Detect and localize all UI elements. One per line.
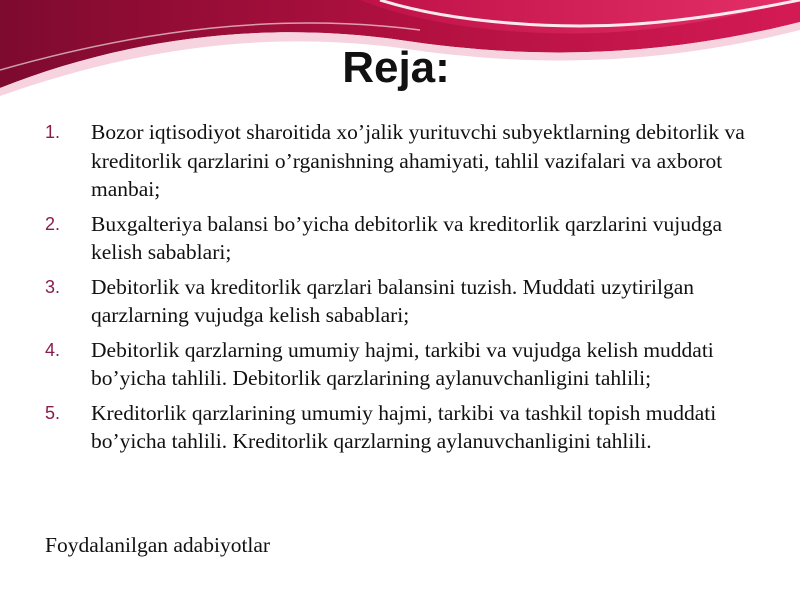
list-item-text: Kreditorlik qarzlarining umumiy hajmi, tarkibi va tashkil topish muddati bo’yicha tahlili. Kreditorlik qarzlarning aylanuvchanligini tahlili. [91, 400, 717, 453]
agenda-list [45, 118, 765, 462]
list-item-text: Buxgalteriya balansi bo’yicha debitorlik va kreditorlik qarzlarini vujudga kelish sabablari; [91, 211, 723, 264]
slide-title: Reja: [342, 43, 450, 92]
list-item-number: 3. [45, 276, 61, 297]
list-item-number: 2. [45, 213, 61, 234]
list-item-number: 4. [45, 339, 61, 360]
list-item [45, 336, 765, 393]
list-item-number: 5. [45, 402, 61, 423]
list-item [45, 118, 765, 204]
list-item-text: Bozor iqtisodiyot sharoitida xo’jalik yurituvchi subyektlarning debitorlik va kreditorlik qarzlarini o’rganishning ahamiyati, tahlil vazifalari va axborot manbai; [91, 120, 745, 201]
list-item-text: Debitorlik qarzlarning umumiy hajmi, tarkibi va vujudga kelish muddati bo’yicha tahlili. Debitorlik qarzlarining aylanuvchanligini tahlili; [91, 337, 714, 390]
list-item [45, 399, 765, 456]
list-item-text: Debitorlik va kreditorlik qarzlari balansini tuzish. Muddati uzytirilgan qarzlarning vujudga kelish sabablari; [91, 274, 695, 327]
references-label: Foydalanilgan adabiyotlar [45, 533, 271, 557]
list-item [45, 273, 765, 330]
list-item-number: 1. [45, 122, 61, 142]
list-item [45, 210, 765, 267]
